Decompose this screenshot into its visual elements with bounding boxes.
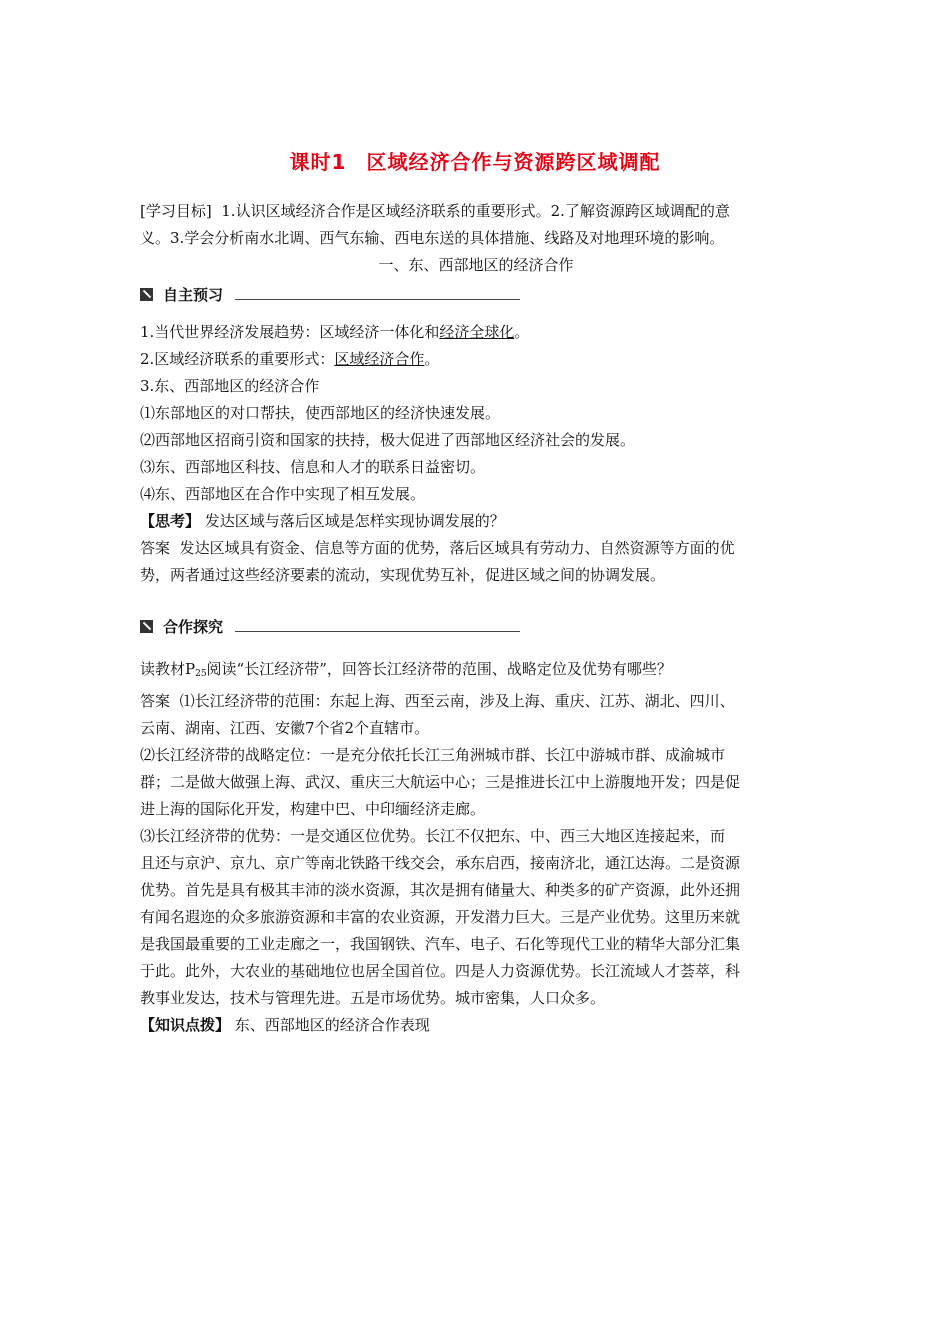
answer-label: 答案 — [140, 692, 171, 710]
page-title — [0, 146, 950, 175]
section-label: 合作探究 — [163, 617, 224, 636]
preview-line-3: 3.东、西部地区的经济合作 — [140, 377, 320, 395]
objectives-label: [学习目标] — [140, 202, 212, 220]
section-header-preview — [140, 282, 520, 306]
explore-answer-3-line-4: 有闻名遐迩的众多旅游资源和丰富的农业资源，开发潜力巨大。三是产业优势。这里历来就 — [140, 908, 741, 926]
think-question: 【思考】 发达区域与落后区域是怎样实现协调发展的？ — [140, 512, 505, 530]
explore-answer-2-line-2: 群；二是做大做强上海、武汉、重庆三大航运中心；三是推进长江中上游腹地开发；四是促 — [140, 773, 741, 791]
explore-content — [140, 656, 812, 1039]
think-answer-line-1: 答案 发达区域具有资金、信息等方面的优势，落后区域具有劳动力、自然资源等方面的优 — [140, 539, 735, 557]
objectives-line-2: 义。3.学会分析南水北调、西气东输、西电东送的具体措施、线路及对地理环境的影响。 — [140, 229, 725, 247]
learning-objectives — [140, 198, 812, 279]
explore-answer-3-line-7: 教事业发达，技术与管理先进。五是市场优势。城市密集，人口众多。 — [140, 989, 606, 1007]
preview-line-4: ⑴东部地区的对口帮扶，使西部地区的经济快速发展。 — [140, 404, 501, 422]
objectives-line-1: 1.认识区域经济合作是区域经济联系的重要形式。2.了解资源跨区域调配的意 — [221, 202, 730, 220]
think-label: 【思考】 — [140, 512, 201, 530]
explore-answer-3-line-5: 是我国最重要的工业走廊之一，我国钢铁、汽车、电子、石化等现代工业的精华大部分汇集 — [140, 935, 741, 953]
section-marker-icon — [140, 288, 153, 301]
explore-answer-3-line-2: 且还与京沪、京九、京广等南北铁路干线交会，承东启西，接南济北，通江达海。二是资源 — [140, 854, 741, 872]
preview-line-7: ⑷东、西部地区在合作中实现了相互发展。 — [140, 485, 426, 503]
fill-blank-answer: 经济全球化 — [439, 323, 515, 341]
preview-line-2: 2.区域经济联系的重要形式：区域经济合作。 — [140, 350, 440, 368]
knowledge-tip: 【知识点拨】 东、西部地区的经济合作表现 — [140, 1016, 430, 1034]
think-answer-line-2: 势，两者通过这些经济要素的流动，实现优势互补，促进区域之间的协调发展。 — [140, 566, 666, 584]
preview-line-1: 1.当代世界经济发展趋势：区域经济一体化和经济全球化。 — [140, 323, 530, 341]
fill-blank-answer: 区域经济合作 — [334, 350, 425, 368]
lesson-number: 课时1 — [289, 150, 347, 174]
knowledge-label: 【知识点拨】 — [140, 1016, 231, 1034]
explore-answer-1-line-2: 云南、湖南、江西、安徽7个省2个直辖市。 — [140, 719, 430, 737]
explore-answer-3-line-3: 优势。首先是具有极其丰沛的淡水资源，其次是拥有储量大、种类多的矿产资源，此外还拥 — [140, 881, 741, 899]
subheading: 一、东、西部地区的经济合作 — [378, 256, 574, 274]
explore-answer-2-line-3: 进上海的国际化开发，构建中巴、中印缅经济走廊。 — [140, 800, 486, 818]
section-label: 自主预习 — [163, 285, 224, 304]
preview-content — [140, 319, 812, 589]
explore-answer-2-line-1: ⑵长江经济带的战略定位：一是充分依托长江三角洲城市群、长江中游城市群、成渝城市 — [140, 746, 726, 764]
explore-question: 读教材$P_{25}$阅读“长江经济带”，回答长江经济带的范围、战略定位及优势有哪些？ — [140, 660, 672, 679]
section-rule — [235, 631, 520, 632]
explore-answer-3-line-6: 于此。此外，大农业的基础地位也居全国首位。四是人力资源优势。长江流域人才荟萃，科 — [140, 962, 741, 980]
section-marker-icon — [140, 620, 153, 633]
answer-label: 答案 — [140, 539, 171, 557]
explore-answer-3-line-1: ⑶长江经济带的优势：一是交通区位优势。长江不仅把东、中、西三大地区连接起来，而 — [140, 827, 726, 845]
lesson-title: 区域经济合作与资源跨区域调配 — [366, 150, 661, 174]
preview-line-6: ⑶东、西部地区科技、信息和人才的联系日益密切。 — [140, 458, 486, 476]
section-rule — [235, 299, 520, 300]
explore-answer-1-line-1: 答案 ⑴长江经济带的范围：东起上海、西至云南，涉及上海、重庆、江苏、湖北、四川、 — [140, 692, 735, 710]
section-header-explore — [140, 614, 520, 638]
preview-line-5: ⑵西部地区招商引资和国家的扶持，极大促进了西部地区经济社会的发展。 — [140, 431, 636, 449]
